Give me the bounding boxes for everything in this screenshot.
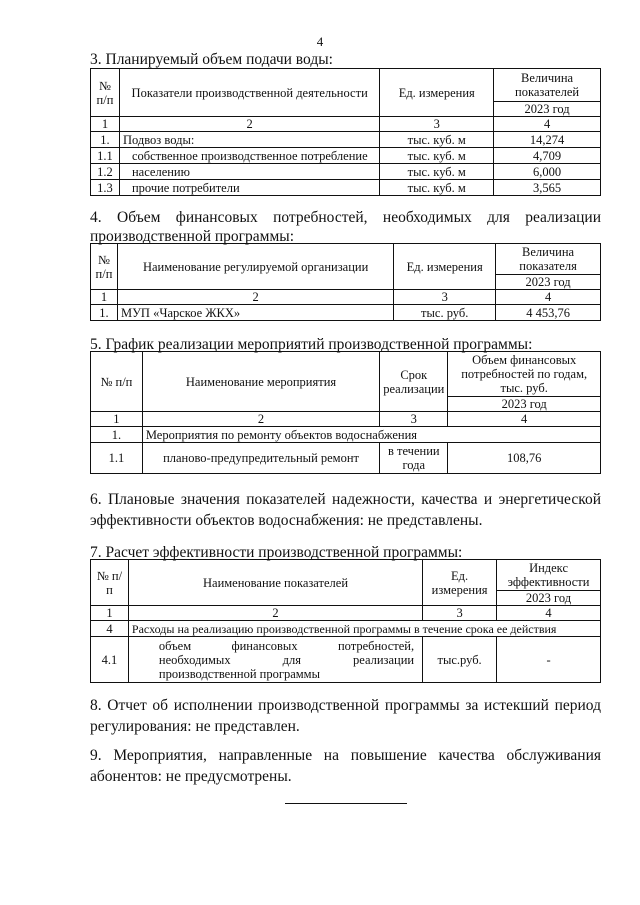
table-row xyxy=(91,621,601,637)
col-header-year: 2023 год xyxy=(448,397,601,412)
row-unit: тыс. куб. м xyxy=(380,148,494,164)
row-name: МУП «Чарское ЖКХ» xyxy=(117,305,393,321)
col-number: 3 xyxy=(423,606,497,621)
table-row xyxy=(91,164,601,180)
col-header-unit: Ед. измерения xyxy=(380,69,494,117)
table-row xyxy=(91,305,601,321)
col-number: 2 xyxy=(128,606,422,621)
row-unit: тыс.руб. xyxy=(423,637,497,683)
row-value: 14,274 xyxy=(494,132,601,148)
table-row xyxy=(91,148,601,164)
row-num: 1. xyxy=(91,132,120,148)
col-header-name: Наименование регулируемой организации xyxy=(117,244,393,290)
section-7-heading: 7. Расчет эффективности производственной программы: xyxy=(90,544,463,561)
col-number: 1 xyxy=(91,290,118,305)
row-name: собственное производственное потребление xyxy=(119,148,379,164)
col-number: 1 xyxy=(91,117,120,132)
row-num: 1. xyxy=(91,305,118,321)
row-unit: тыс. куб. м xyxy=(380,180,494,196)
water-supply-table xyxy=(90,68,601,196)
col-header-num: № п/п xyxy=(91,244,118,290)
col-header-unit: Ед. измерения xyxy=(423,560,497,606)
section-4-heading: 4. Объем финансовых потребностей, необходимых для реализации xyxy=(90,209,601,226)
section-6-text: 6. Плановые значения показателей надежности, качества и энергетической xyxy=(90,491,601,508)
group-num: 4 xyxy=(91,621,129,637)
table-row xyxy=(91,427,601,443)
col-header-num: № п/п xyxy=(91,560,129,606)
col-number: 1 xyxy=(91,606,129,621)
row-unit: тыс. куб. м xyxy=(380,164,494,180)
col-header-name: Наименование мероприятия xyxy=(142,352,379,412)
table-row xyxy=(91,637,601,683)
end-divider xyxy=(285,803,407,804)
col-number: 4 xyxy=(494,117,601,132)
financial-needs-table xyxy=(90,243,601,321)
col-header-num: № п/п xyxy=(91,352,143,412)
row-value: 3,565 xyxy=(494,180,601,196)
col-header-name: Показатели производственной деятельности xyxy=(119,69,379,117)
row-unit: тыс. куб. м xyxy=(380,132,494,148)
table-row xyxy=(91,132,601,148)
section-3-heading: 3. Планируемый объем подачи воды: xyxy=(90,51,333,68)
col-header-value: Величина показателей xyxy=(494,69,601,102)
col-number: 4 xyxy=(497,606,601,621)
table-row xyxy=(91,443,601,474)
col-header-year: 2023 год xyxy=(497,591,601,606)
section-9-text-cont: абонентов: не предусмотрены. xyxy=(90,768,292,785)
row-num: 1.2 xyxy=(91,164,120,180)
row-unit: тыс. руб. xyxy=(394,305,496,321)
row-value: 4,709 xyxy=(494,148,601,164)
group-name: Мероприятия по ремонту объектов водоснабжения xyxy=(142,427,600,443)
schedule-table xyxy=(90,351,601,474)
col-header-value: Величина показателя xyxy=(496,244,601,275)
efficiency-table xyxy=(90,559,601,683)
row-name: планово-предупредительный ремонт xyxy=(142,443,379,474)
table-row xyxy=(91,180,601,196)
section-4-heading-cont: производственной программы: xyxy=(90,228,295,245)
col-header-unit: Ед. измерения xyxy=(394,244,496,290)
row-name: прочие потребители xyxy=(119,180,379,196)
col-number: 4 xyxy=(448,412,601,427)
row-value: 4 453,76 xyxy=(496,305,601,321)
section-6-text-cont: эффективности объектов водоснабжения: не представлены. xyxy=(90,512,483,529)
row-num: 1.1 xyxy=(91,443,143,474)
section-5-heading: 5. График реализации мероприятий производственной программы: xyxy=(90,336,533,353)
row-value: - xyxy=(497,637,601,683)
row-num: 1.1 xyxy=(91,148,120,164)
row-num: 1.3 xyxy=(91,180,120,196)
col-number: 2 xyxy=(117,290,393,305)
col-header-name: Наименование показателей xyxy=(128,560,422,606)
col-header-value: Индекс эффективности xyxy=(497,560,601,591)
section-9-text: 9. Мероприятия, направленные на повышение качества обслуживания xyxy=(90,747,601,764)
col-number: 2 xyxy=(142,412,379,427)
col-header-num: № п/п xyxy=(91,69,120,117)
row-name: Подвоз воды: xyxy=(119,132,379,148)
col-number: 2 xyxy=(119,117,379,132)
col-header-year: 2023 год xyxy=(496,275,601,290)
section-8-text-cont: регулирования: не представлен. xyxy=(90,718,300,735)
group-num: 1. xyxy=(91,427,143,443)
col-number: 4 xyxy=(496,290,601,305)
col-header-value: Объем финансовых потребностей по годам, тыс. руб. xyxy=(448,352,601,397)
row-value: 6,000 xyxy=(494,164,601,180)
col-number: 3 xyxy=(394,290,496,305)
group-name: Расходы на реализацию производственной программы в течение срока ее действия xyxy=(128,621,600,637)
row-num: 4.1 xyxy=(91,637,129,683)
row-name: объем финансовых потребностей, необходимых для реализации производственной программы xyxy=(128,637,422,683)
col-number: 1 xyxy=(91,412,143,427)
col-number: 3 xyxy=(380,412,448,427)
row-value: 108,76 xyxy=(448,443,601,474)
section-8-text: 8. Отчет об исполнении производственной программы за истекший период xyxy=(90,697,601,714)
row-name: населению xyxy=(119,164,379,180)
col-header-year: 2023 год xyxy=(494,102,601,117)
col-header-term: Срок реализации xyxy=(380,352,448,412)
page-number: 4 xyxy=(316,34,324,49)
row-term: в течении года xyxy=(380,443,448,474)
col-number: 3 xyxy=(380,117,494,132)
